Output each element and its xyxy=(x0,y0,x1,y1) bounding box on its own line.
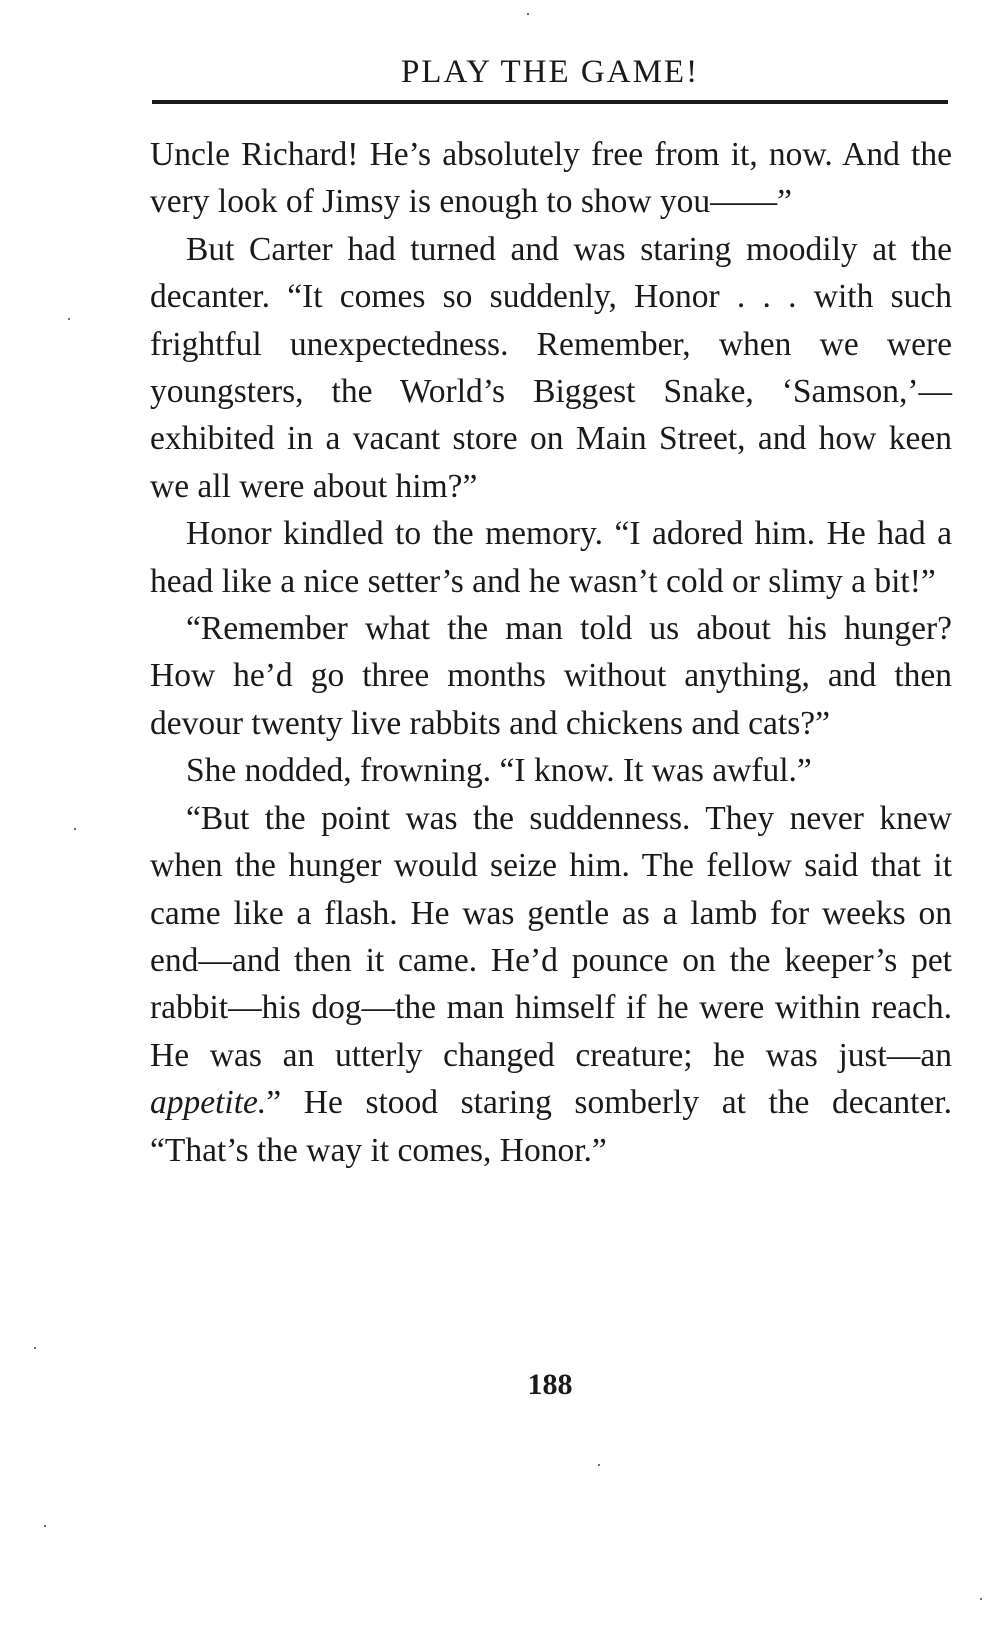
italic-word: appetite. xyxy=(150,1084,267,1122)
running-header: PLAY THE GAME! xyxy=(400,54,700,90)
paper-speck xyxy=(980,1598,982,1600)
header-rule xyxy=(152,100,948,104)
page-body xyxy=(150,131,952,1174)
paragraph: But Carter had turned and was staring moodily at the decanter. “It comes so suddenly, Honor . . . with such frightful unexpectedness. Remember, when we were youngsters, the World’s Biggest Snake, ‘Samson,’—exhibited in a vacant store on Main Street, and how keen we all were about him?” xyxy=(150,230,952,505)
paragraph-text: “But the point was the suddenness. They never knew when the hunger would seize him. The fellow said that it came like a flash. He was gentle as a lamb for weeks on end—and then it came. He’d pounce on the keeper’s pet rabbit—his dog—the man himself if he were within reach. He was an utterly changed creature; he was just—an xyxy=(150,799,952,1074)
paper-speck xyxy=(74,828,76,830)
paper-speck xyxy=(34,1347,36,1349)
paragraph-text: ” He stood staring somberly at the decanter. “That’s the way it comes, Honor.” xyxy=(150,1084,952,1169)
page-number: 188 xyxy=(527,1368,573,1401)
paragraph xyxy=(150,795,952,1174)
paper-speck xyxy=(68,318,70,320)
paper-speck xyxy=(598,1464,600,1466)
paragraph: She nodded, frowning. “I know. It was awful.” xyxy=(186,752,812,790)
paper-speck xyxy=(527,13,529,15)
paragraph: “Remember what the man told us about his hunger? How he’d go three months without anything, and then devour twenty live rabbits and chickens and cats?” xyxy=(150,610,952,742)
paragraph: Honor kindled to the memory. “I adored him. He had a head like a nice setter’s and he wasn’t cold or slimy a bit!” xyxy=(150,515,952,600)
paper-speck xyxy=(44,1525,46,1527)
paragraph-continued: Uncle Richard! He’s absolutely free from it, now. And the very look of Jimsy is enough to show you——” xyxy=(150,136,952,221)
